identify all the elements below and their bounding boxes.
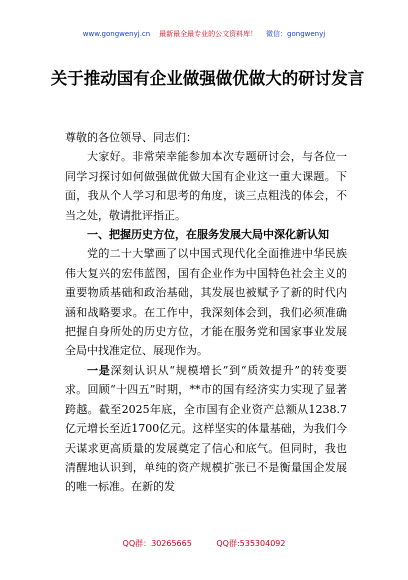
qq-group-1: QQ群：30265665 xyxy=(122,539,192,548)
page-footer xyxy=(0,538,408,549)
salutation: 尊敬的各位领导、同志们： xyxy=(65,131,197,144)
wechat-id: 微信：gongwenyj xyxy=(266,30,326,38)
document-title: 关于推动国有企业做强做优做大的研讨发言 xyxy=(50,69,365,88)
paragraph-point-1 xyxy=(65,361,347,497)
header-slogan: 最新最全最专业的公文资料库！ xyxy=(159,30,258,38)
document-body xyxy=(65,128,347,497)
paragraph-intro: 大家好。非常荣幸能参加本次专题研讨会，与各位一同学习探讨如何做强做优做大国有企业这一重大课题。下面，我从个人学习和思考的角度，谈三点粗浅的体会，不当之处，敬请批评指正。 xyxy=(65,150,347,222)
point-text: 深刻认识从“规模增长”到“质效提升”的转变要求。回顾“十四五”时期，**市的国有经济实力实现了显著跨越。截至2025年底，全市国有企业资产总额从1238.7亿元增长至近1700亿元。这样坚实的体量基础，为我们今天谋求更高质量的发展奠定了信心和底气。但同时，我也清醒地认识到，单纯的资产规模扩张已不是衡量国企发展的唯一标准。在新的发 xyxy=(65,363,348,494)
page-header xyxy=(0,30,408,39)
point-lead: 一是 xyxy=(87,363,111,377)
qq-group-2: QQ群:535304092 xyxy=(216,539,286,548)
site-link[interactable]: www.gongwenyj.cn xyxy=(82,30,151,38)
section-heading-1: 一、把握历史方位，在服务发展大局中深化新认知 xyxy=(87,228,329,242)
paragraph-context: 党的二十大擘画了以中国式现代化全面推进中华民族伟大复兴的宏伟蓝图，国有企业作为中国特色社会主义的重要物质基础和政治基础，其发展也被赋予了新的时代内涵和战略要求。在工作中，我深刻体会到，我们必须准确把握自身所处的历史方位，才能在服务党和国家事业发展全局中找准定位、展现作为。 xyxy=(65,247,347,358)
